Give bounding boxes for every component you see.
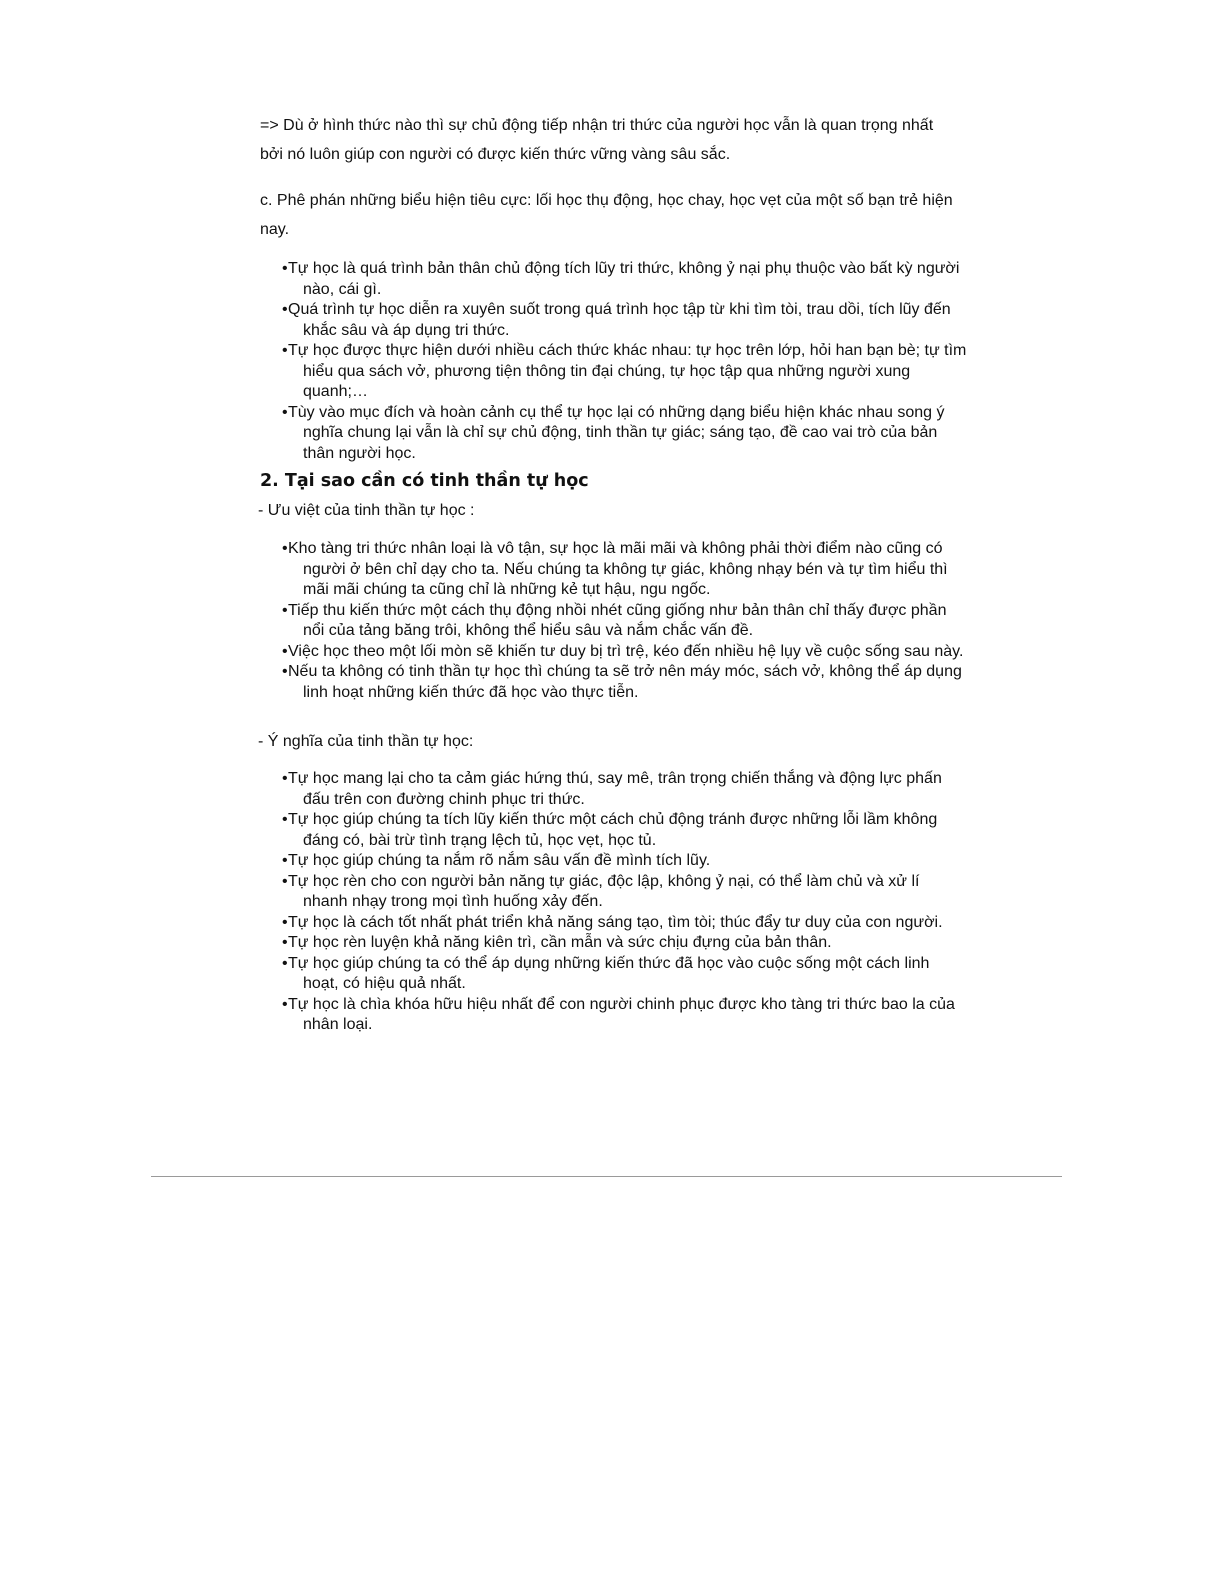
list-item <box>277 642 967 663</box>
list-item <box>277 662 967 703</box>
list-item <box>277 341 967 403</box>
bullet-icon: • <box>282 811 288 828</box>
list-item-text: Tự học rèn cho con người bản năng tự giác, độc lập, không ỷ nại, có thể làm chủ và xử lí nhanh nhạy trong mọi tình huống xảy đến. <box>288 872 920 910</box>
bullet-icon: • <box>282 601 288 619</box>
list-item <box>277 913 967 934</box>
bullet-icon: • <box>282 770 288 787</box>
list-item <box>277 300 967 341</box>
list-item-text: Tự học giúp chúng ta nắm rõ nắm sâu vấn đề mình tích lũy. <box>288 852 711 869</box>
criticism-paragraph: c. Phê phán những biểu hiện tiêu cực: lối học thụ động, học chay, học vẹt của một số bạn trẻ hiện nay. <box>260 192 953 238</box>
bullet-icon: • <box>282 642 288 660</box>
bullet-icon: • <box>282 540 288 557</box>
advantages-list <box>277 539 967 703</box>
bullet-icon: • <box>282 934 288 951</box>
list-item-text: Tự học mang lại cho ta cảm giác hứng thú, say mê, trân trọng chiến thắng và động lực phấn đấu trên con đường chinh phục tri thức. <box>288 770 942 808</box>
list-item <box>277 851 967 872</box>
list-item <box>277 539 967 601</box>
list-item-text: Tự học được thực hiện dưới nhiều cách thức khác nhau: tự học trên lớp, hỏi han bạn bè; tự tìm hiểu qua sách vở, phương tiện thông tin đại chúng, tự học tập qua những người xung quanh;… <box>288 342 967 400</box>
bullet-icon: • <box>282 260 288 277</box>
bullet-icon: • <box>282 403 288 421</box>
list-item-text: Nếu ta không có tinh thần tự học thì chúng ta sẽ trở nên máy móc, sách vở, không thể áp dụng linh hoạt những kiến thức đã học vào thực tiễn. <box>288 663 962 701</box>
list-item <box>277 954 967 995</box>
advantages-label: - Ưu việt của tinh thần tự học : <box>258 502 475 519</box>
list-item-text: Tiếp thu kiến thức một cách thụ động nhồi nhét cũng giống như bản thân chỉ thấy được phần nổi của tảng băng trôi, không thể hiểu sâu và nắm chắc vấn đề. <box>288 601 947 639</box>
list-item <box>277 259 967 300</box>
bullet-icon: • <box>282 663 288 680</box>
bullet-icon: • <box>282 954 288 972</box>
list-item-text: Quá trình tự học diễn ra xuyên suốt trong quá trình học tập từ khi tìm tòi, trau dồi, tích lũy đến khắc sâu và áp dụng tri thức. <box>288 301 951 339</box>
list-item-text: Tự học là cách tốt nhất phát triển khả năng sáng tạo, tìm tòi; thúc đẩy tư duy của con người. <box>288 913 943 931</box>
list-item <box>277 403 967 465</box>
page-divider <box>151 1176 1062 1177</box>
self-study-definition-list <box>277 259 967 464</box>
bullet-icon: • <box>282 301 288 318</box>
list-item-text: Tự học là chìa khóa hữu hiệu nhất để con người chinh phục được kho tàng tri thức bao la của nhân loại. <box>288 995 955 1033</box>
list-item-text: Tùy vào mục đích và hoàn cảnh cụ thể tự học lại có những dạng biểu hiện khác nhau song ý nghĩa chung lại vẫn là chỉ sự chủ động, tinh thần tự giác; sáng tạo, đề cao vai trò của bản thân người học. <box>288 403 945 462</box>
meaning-label: - Ý nghĩa của tinh thần tự học: <box>258 733 474 750</box>
bullet-icon: • <box>282 852 288 869</box>
list-item-text: Tự học rèn luyện khả năng kiên trì, cần mẫn và sức chịu đựng của bản thân. <box>288 934 832 951</box>
list-item-text: Việc học theo một lối mòn sẽ khiến tư duy bị trì trệ, kéo đến nhiều hệ lụy về cuộc sống sau này. <box>288 642 964 660</box>
list-item-text: Tự học là quá trình bản thân chủ động tích lũy tri thức, không ỷ nại phụ thuộc vào bất kỳ người nào, cái gì. <box>288 260 960 298</box>
list-item <box>277 601 967 642</box>
bullet-icon: • <box>282 342 288 359</box>
list-item <box>277 995 967 1036</box>
list-item <box>277 872 967 913</box>
conclusion-paragraph: => Dù ở hình thức nào thì sự chủ động tiếp nhận tri thức của người học vẫn là quan trọng nhất bởi nó luôn giúp con người có được kiến thức vững vàng sâu sắc. <box>260 117 934 163</box>
section-heading-why-self-study: 2. Tại sao cần có tinh thần tự học <box>260 471 589 491</box>
list-item <box>277 769 967 810</box>
list-item <box>277 810 967 851</box>
meaning-list <box>277 769 967 1036</box>
bullet-icon: • <box>282 913 288 931</box>
list-item-text: Kho tàng tri thức nhân loại là vô tận, sự học là mãi mãi và không phải thời điểm nào cũng có người ở bên chỉ dạy cho ta. Nếu chúng ta không tự giác, không nhạy bén và tự tìm hiểu thì mãi mãi chúng ta cũng chỉ là những kẻ tụt hậu, ngu ngốc. <box>288 540 948 598</box>
bullet-icon: • <box>282 995 288 1013</box>
list-item-text: Tự học giúp chúng ta có thể áp dụng những kiến thức đã học vào cuộc sống một cách linh hoạt, có hiệu quả nhất. <box>288 954 930 992</box>
list-item <box>277 933 967 954</box>
list-item-text: Tự học giúp chúng ta tích lũy kiến thức một cách chủ động tránh được những lỗi lầm không đáng có, bài trừ tình trạng lệch tủ, học vẹt, học tủ. <box>288 811 938 849</box>
bullet-icon: • <box>282 872 288 890</box>
